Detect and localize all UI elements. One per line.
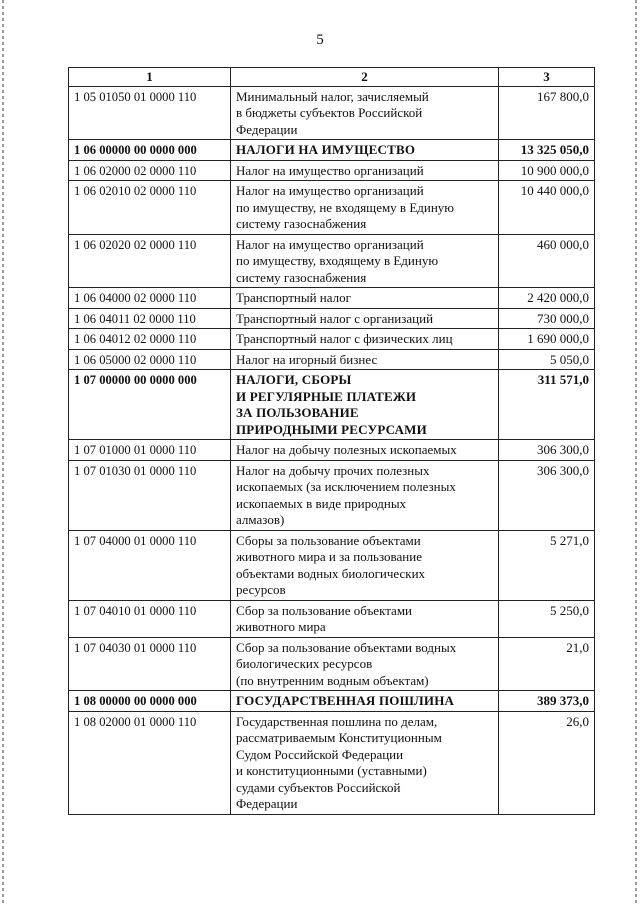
revenue-name-cell: Транспортный налог	[231, 288, 499, 309]
revenue-name-cell: Государственная пошлина по делам, рассматриваемым Конституционным Судом Российской Федерации и конституционными (уставными) судами субъектов Российской Федерации	[231, 711, 499, 814]
table-row	[69, 711, 595, 814]
budget-code-cell: 1 07 00000 00 0000 000	[69, 370, 231, 440]
amount-cell: 5 271,0	[499, 530, 595, 600]
table-row	[69, 637, 595, 691]
revenue-name-cell: Налог на игорный бизнес	[231, 349, 499, 370]
revenue-name-cell: Сборы за пользование объектами животного мира и за пользование объектами водных биологических ресурсов	[231, 530, 499, 600]
amount-cell: 10 900 000,0	[499, 160, 595, 181]
revenue-name-cell: ГОСУДАРСТВЕННАЯ ПОШЛИНА	[231, 691, 499, 712]
table-row	[69, 530, 595, 600]
amount-cell: 730 000,0	[499, 308, 595, 329]
revenue-name-cell: Налог на добычу прочих полезных ископаемых (за исключением полезных ископаемых в виде природных алмазов)	[231, 460, 499, 530]
scan-edge-right	[635, 0, 637, 905]
column-header-name: 2	[231, 68, 499, 87]
budget-code-cell: 1 07 01030 01 0000 110	[69, 460, 231, 530]
table-row	[69, 329, 595, 350]
revenue-name-cell: НАЛОГИ НА ИМУЩЕСТВО	[231, 140, 499, 161]
revenue-name-cell: Налог на имущество организаций по имуществу, входящему в Единую систему газоснабжения	[231, 234, 499, 288]
budget-code-cell: 1 05 01050 01 0000 110	[69, 86, 231, 140]
budget-code-cell: 1 07 04030 01 0000 110	[69, 637, 231, 691]
budget-code-cell: 1 06 05000 02 0000 110	[69, 349, 231, 370]
revenue-name-cell: Налог на добычу полезных ископаемых	[231, 440, 499, 461]
budget-code-cell: 1 06 02010 02 0000 110	[69, 181, 231, 235]
amount-cell: 13 325 050,0	[499, 140, 595, 161]
budget-code-cell: 1 08 02000 01 0000 110	[69, 711, 231, 814]
table-row	[69, 86, 595, 140]
budget-code-cell: 1 06 00000 00 0000 000	[69, 140, 231, 161]
amount-cell: 5 250,0	[499, 600, 595, 637]
revenue-name-cell: Налог на имущество организаций по имуществу, не входящему в Единую систему газоснабжения	[231, 181, 499, 235]
revenue-name-cell: Транспортный налог с физических лиц	[231, 329, 499, 350]
table-row	[69, 370, 595, 440]
table-row	[69, 600, 595, 637]
amount-cell: 5 050,0	[499, 349, 595, 370]
budget-code-cell: 1 07 04000 01 0000 110	[69, 530, 231, 600]
budget-code-cell: 1 06 04011 02 0000 110	[69, 308, 231, 329]
revenue-name-cell: Транспортный налог с организаций	[231, 308, 499, 329]
budget-code-cell: 1 06 02000 02 0000 110	[69, 160, 231, 181]
amount-cell: 167 800,0	[499, 86, 595, 140]
table-row	[69, 349, 595, 370]
scan-edge-left	[2, 0, 4, 905]
table-row	[69, 460, 595, 530]
amount-cell: 389 373,0	[499, 691, 595, 712]
table-row	[69, 160, 595, 181]
column-header-code: 1	[69, 68, 231, 87]
revenue-name-cell: Минимальный налог, зачисляемый в бюджеты субъектов Российской Федерации	[231, 86, 499, 140]
budget-code-cell: 1 06 04012 02 0000 110	[69, 329, 231, 350]
table-row	[69, 440, 595, 461]
table-row	[69, 234, 595, 288]
amount-cell: 306 300,0	[499, 460, 595, 530]
table-body	[69, 86, 595, 814]
page-number: 5	[316, 32, 324, 48]
budget-code-cell: 1 07 04010 01 0000 110	[69, 600, 231, 637]
revenue-name-cell: НАЛОГИ, СБОРЫ И РЕГУЛЯРНЫЕ ПЛАТЕЖИ ЗА ПОЛЬЗОВАНИЕ ПРИРОДНЫМИ РЕСУРСАМИ	[231, 370, 499, 440]
amount-cell: 1 690 000,0	[499, 329, 595, 350]
amount-cell: 10 440 000,0	[499, 181, 595, 235]
table-row	[69, 691, 595, 712]
amount-cell: 460 000,0	[499, 234, 595, 288]
revenue-table	[68, 67, 595, 815]
amount-cell: 2 420 000,0	[499, 288, 595, 309]
amount-cell: 26,0	[499, 711, 595, 814]
amount-cell: 311 571,0	[499, 370, 595, 440]
budget-code-cell: 1 07 01000 01 0000 110	[69, 440, 231, 461]
budget-code-cell: 1 06 02020 02 0000 110	[69, 234, 231, 288]
table-row	[69, 308, 595, 329]
amount-cell: 306 300,0	[499, 440, 595, 461]
budget-code-cell: 1 08 00000 00 0000 000	[69, 691, 231, 712]
table-row	[69, 181, 595, 235]
amount-cell: 21,0	[499, 637, 595, 691]
column-header-amount: 3	[499, 68, 595, 87]
budget-code-cell: 1 06 04000 02 0000 110	[69, 288, 231, 309]
table-row	[69, 140, 595, 161]
table-header-row	[69, 68, 595, 87]
revenue-name-cell: Сбор за пользование объектами водных биологических ресурсов (по внутренним водным объектам)	[231, 637, 499, 691]
table-row	[69, 288, 595, 309]
revenue-name-cell: Сбор за пользование объектами животного мира	[231, 600, 499, 637]
revenue-name-cell: Налог на имущество организаций	[231, 160, 499, 181]
